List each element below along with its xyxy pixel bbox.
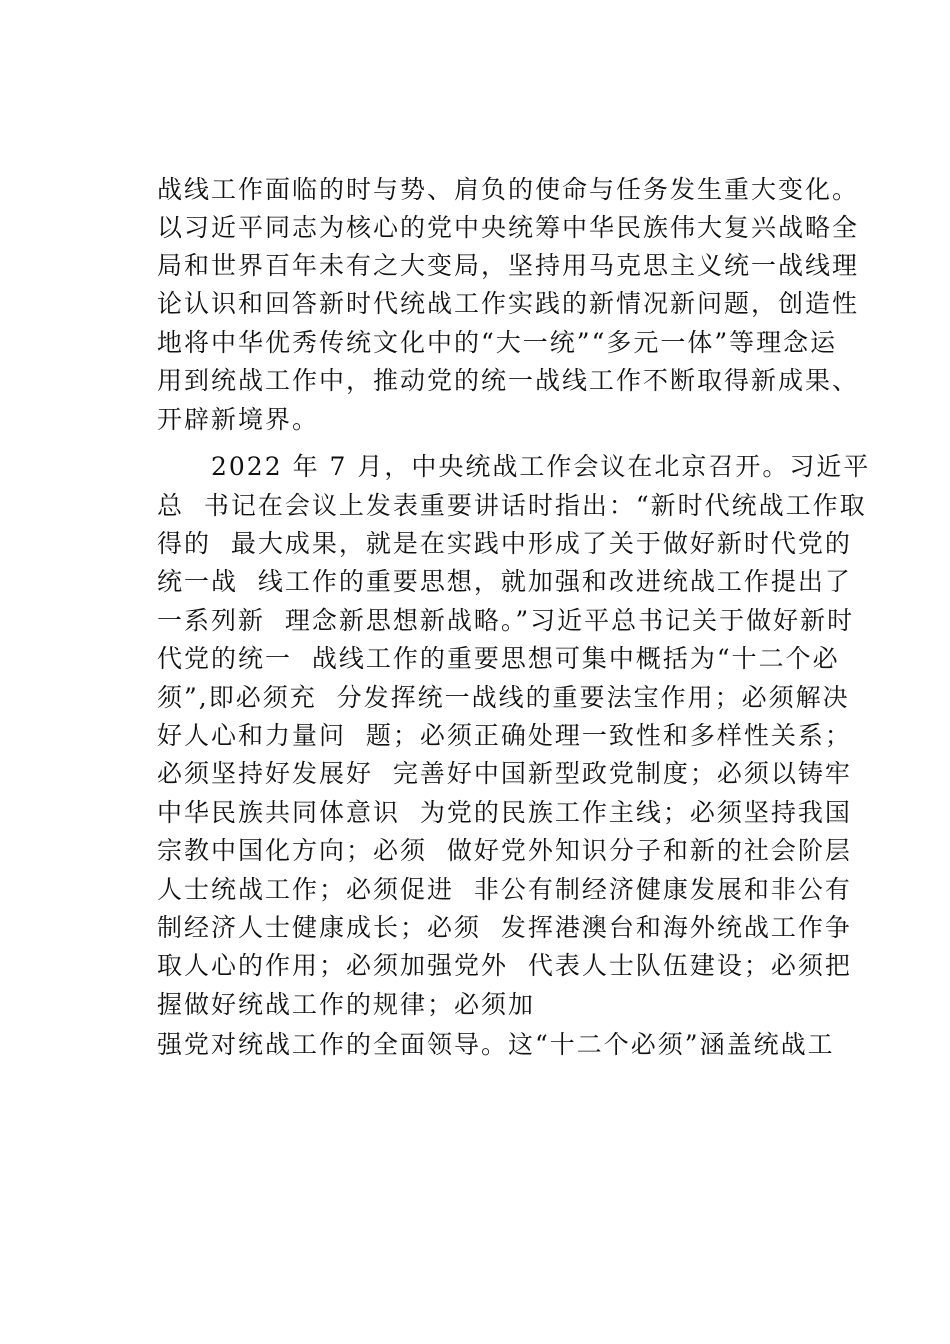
text-line: 中华民族共同体意识 为党的民族工作主线；必须坚持我国 [157, 798, 852, 827]
text-line: 总 书记在会议上发表重要讲话时指出：“新时代统战工作取 [157, 491, 867, 520]
text-line: 强党对统战工作的全面领导。这“十二个必须”涵盖统战工 [157, 1030, 835, 1059]
text-line: 握做好统战工作的规律；必须加 [157, 990, 536, 1019]
text-line: 一系列新 理念新思想新战略。”习近平总书记关于做好新时 [157, 606, 855, 635]
text-line: 地将中华优秀传统文化中的“大一统”“多元一体”等理念运 [157, 328, 838, 357]
text-line: 宗教中国化方向；必须 做好党外知识分子和新的社会阶层 [157, 836, 852, 865]
text-line: 开辟新境界。 [157, 405, 320, 434]
text-line: 论认识和回答新时代统战工作实践的新情况新问题，创造性 [157, 289, 860, 318]
text-line: 代党的统一 战线工作的重要思想可集中概括为“十二个必 [157, 644, 840, 673]
text-line: 须”,即必须充 分发挥统一战线的重要法宝作用；必须解决 [157, 683, 850, 712]
text-line: 取人心的作用；必须加强党外 代表人士队伍建设；必须把 [157, 951, 852, 980]
text-line: 必须坚持好发展好 完善好中国新型政党制度；必须以铸牢 [157, 759, 852, 788]
text-line: 制经济人士健康成长；必须 发挥港澳台和海外统战工作争 [157, 913, 852, 942]
text-line: 以习近平同志为核心的党中央统筹中华民族伟大复兴战略全 [157, 213, 860, 242]
text-line: 人士统战工作；必须促进 非公有制经济健康发展和非公有 [157, 875, 852, 904]
text-line: 用到统战工作中，推动党的统一战线工作不断取得新成果、 [157, 366, 860, 395]
text-line: 得的 最大成果，就是在实践中形成了关于做好新时代党的 [157, 529, 852, 558]
text-line: 战线工作面临的时与势、肩负的使命与任务发生重大变化。 [157, 175, 860, 204]
text-line: 好人心和力量问 题；必须正确处理一致性和多样性关系； [157, 721, 852, 750]
text-line: 2022 年 7 月，中央统战工作会议在北京召开。习近平 [157, 452, 871, 481]
text-line: 统一战 线工作的重要思想，就加强和改进统战工作提出了 [157, 567, 852, 596]
text-line: 局和世界百年未有之大变局，坚持用马克思主义统一战线理 [157, 251, 860, 280]
